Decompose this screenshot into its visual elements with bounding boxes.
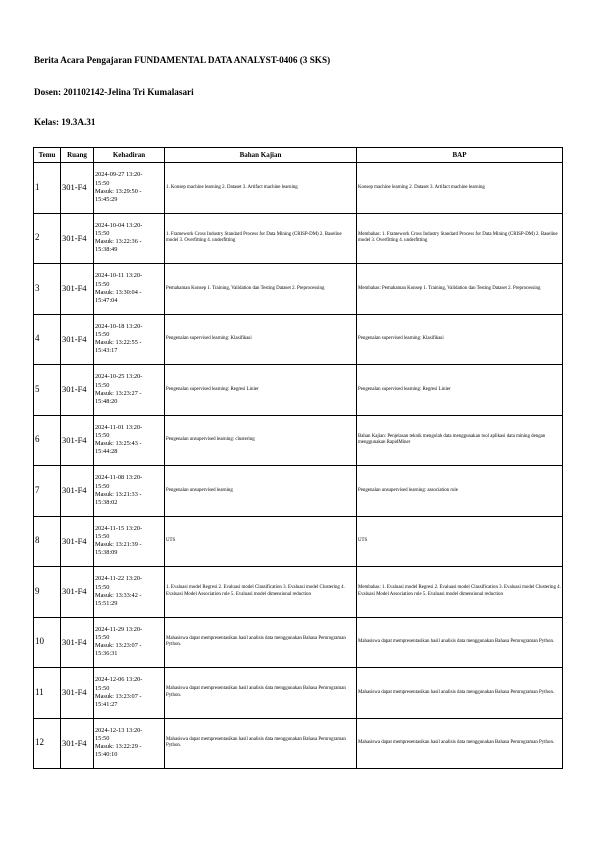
cell-bahan-kajian: UTS (165, 516, 357, 567)
cell-ruang: 301-F4 (61, 314, 94, 365)
kehadiran-line: 15:38:02 (95, 498, 118, 506)
cell-ruang: 301-F4 (61, 617, 94, 668)
cell-temu: 9 (34, 567, 61, 618)
kehadiran-line: 15:50 (95, 634, 110, 642)
cell-bahan-kajian: 1. Konsep machine learning 2. Dataset 3. Artifact machine learning (165, 163, 357, 214)
cell-kehadiran (94, 314, 165, 365)
class-line: Kelas: 19.3A.31 (34, 117, 96, 127)
cell-bahan-kajian: Mahasiswa dapat mempresentasikan hasil analisis data menggunakan Bahasa Pemrograman Python. (165, 718, 357, 769)
cell-ruang: 301-F4 (61, 516, 94, 567)
cell-ruang: 301-F4 (61, 466, 94, 517)
table-row (34, 314, 563, 365)
cell-ruang: 301-F4 (61, 668, 94, 719)
kehadiran-line: 2024-11-08 13:20- (95, 474, 143, 482)
cell-temu: 8 (34, 516, 61, 567)
document-title: Berita Acara Pengajaran FUNDAMENTAL DATA ANALYST-0406 (3 SKS) (34, 55, 331, 65)
table-row (34, 365, 563, 416)
kehadiran-line: 2024-10-04 13:20- (95, 221, 143, 229)
kehadiran-line: 15:38:49 (95, 246, 118, 254)
cell-kehadiran (94, 466, 165, 517)
cell-bap: Mahasiswa dapat mempresentasikan hasil analisis data menggunakan Bahasa Pemrograman Python. (357, 617, 563, 668)
cell-kehadiran (94, 163, 165, 214)
cell-ruang: 301-F4 (61, 163, 94, 214)
cell-kehadiran (94, 213, 165, 264)
cell-bahan-kajian: Pengenalan supervised learning: Regresi Linier (165, 365, 357, 416)
kehadiran-line: 2024-10-18 13:20- (95, 322, 143, 330)
kehadiran-line: 15:50 (95, 432, 110, 440)
lecturer-line: Dosen: 201102142-Jelina Tri Kumalasari (34, 87, 194, 97)
cell-kehadiran (94, 264, 165, 315)
cell-bap: Membahas: 1. Evaluasi model Regresi 2. Evaluasi model Classification 3. Evaluasi model Clustering 4. Evaluasi Model Association rule 5. Evaluasi model dimensional reduction (357, 567, 563, 618)
kehadiran-line: 15:40:10 (95, 751, 118, 759)
kehadiran-line: 2024-11-15 13:20- (95, 524, 143, 532)
cell-bahan-kajian: Pemahaman Konsep 1. Training, Validation dan Testing Dataset 2. Preprocessing (165, 264, 357, 315)
kehadiran-line: Masuk: 13:22:29 - (95, 743, 142, 751)
cell-bahan-kajian: 1. Framework Cross Industry Standard Process for Data Mining (CRISP-DM) 2. Baseline model 3. Overfitting 4. underfitting (165, 213, 357, 264)
cell-bahan-kajian: Pengenalan supervised learning: Klasifikasi (165, 314, 357, 365)
kehadiran-line: Masuk: 13:23:07 - (95, 692, 142, 700)
table-row (34, 466, 563, 517)
cell-ruang: 301-F4 (61, 567, 94, 618)
kehadiran-line: Masuk: 13:30:04 - (95, 288, 142, 296)
kehadiran-line: 15:50 (95, 583, 110, 591)
column-header-ruang: Ruang (61, 148, 94, 163)
kehadiran-line: 15:50 (95, 533, 110, 541)
kehadiran-line: 15:47:04 (95, 296, 118, 304)
kehadiran-line: 15:50 (95, 331, 110, 339)
cell-temu: 3 (34, 264, 61, 315)
cell-bahan-kajian: Pengenalan unsupervised learning (165, 466, 357, 517)
kehadiran-line: Masuk: 13:29:50 - (95, 187, 142, 195)
table-row (34, 617, 563, 668)
cell-bap: UTS (357, 516, 563, 567)
cell-bap: Membahas: Pemahaman Konsep 1. Training, Validation dan Testing Dataset 2. Preprocessing (357, 264, 563, 315)
cell-ruang: 301-F4 (61, 264, 94, 315)
table-row (34, 415, 563, 466)
cell-kehadiran (94, 668, 165, 719)
kehadiran-line: 15:50 (95, 179, 110, 187)
kehadiran-line: Masuk: 13:21:33 - (95, 490, 142, 498)
cell-kehadiran (94, 567, 165, 618)
cell-bahan-kajian: Pengenalan unsupervised learning: clustering (165, 415, 357, 466)
cell-bahan-kajian: Mahasiswa dapat mempresentasikan hasil analisis data menggunakan Bahasa Pemrograman Python. (165, 617, 357, 668)
cell-bap: Membahas: 1. Framework Cross Industry Standard Process for Data Mining (CRISP-DM) 2. Baseline model 3. Overfitting 4. underfitting (357, 213, 563, 264)
cell-bap: Bahan Kajian: Penjelasan teknik mengolah data menggunakan tool aplikasi data mining dengan menggunakan RapidMiner (357, 415, 563, 466)
kehadiran-line: 15:50 (95, 482, 110, 490)
kehadiran-line: Masuk: 13:23:07 - (95, 642, 142, 650)
kehadiran-line: Masuk: 13:22:36 - (95, 238, 142, 246)
cell-temu: 11 (34, 668, 61, 719)
kehadiran-line: 2024-12-06 13:20- (95, 676, 143, 684)
table-header-row (34, 148, 563, 163)
kehadiran-line: 15:36:31 (95, 650, 118, 658)
cell-temu: 12 (34, 718, 61, 769)
kehadiran-line: 2024-09-27 13:20- (95, 171, 143, 179)
column-header-bahan-kajian: Bahan Kajian (165, 148, 357, 163)
table-row (34, 668, 563, 719)
cell-kehadiran (94, 516, 165, 567)
column-header-bap: BAP (357, 148, 563, 163)
kehadiran-line: 2024-11-29 13:20- (95, 625, 143, 633)
kehadiran-line: 15:45:29 (95, 195, 118, 203)
cell-temu: 7 (34, 466, 61, 517)
kehadiran-line: 15:50 (95, 230, 110, 238)
kehadiran-line: Masuk: 13:25:43 - (95, 440, 142, 448)
kehadiran-line: 15:50 (95, 381, 110, 389)
cell-temu: 5 (34, 365, 61, 416)
kehadiran-line: 2024-11-01 13:20- (95, 423, 143, 431)
kehadiran-line: 2024-11-22 13:20- (95, 575, 143, 583)
cell-kehadiran (94, 365, 165, 416)
table-row (34, 264, 563, 315)
table-row (34, 516, 563, 567)
bap-table (33, 147, 563, 769)
cell-bahan-kajian: Mahasiswa dapat mempresentasikan hasil analisis data menggunakan Bahasa Pemrograman Python. (165, 668, 357, 719)
table-row (34, 718, 563, 769)
kehadiran-line: 15:50 (95, 684, 110, 692)
table-row (34, 163, 563, 214)
cell-bap: Pengenalan supervised learning: Klasifikasi (357, 314, 563, 365)
kehadiran-line: 15:44:28 (95, 448, 118, 456)
cell-temu: 2 (34, 213, 61, 264)
cell-bahan-kajian: 1. Evaluasi model Regresi 2. Evaluasi model Classification 3. Evaluasi model Clustering 4. Evaluasi Model Association rule 5. Evaluasi model dimensional reduction (165, 567, 357, 618)
table-row (34, 567, 563, 618)
cell-bap: Pengenalan supervised learning: Regresi Linier (357, 365, 563, 416)
cell-ruang: 301-F4 (61, 213, 94, 264)
kehadiran-line: 15:51:29 (95, 599, 118, 607)
cell-ruang: 301-F4 (61, 718, 94, 769)
cell-bap: Mahasiswa dapat mempresentasikan hasil analisis data menggunakan Bahasa Pemrograman Python. (357, 718, 563, 769)
kehadiran-line: 15:38:09 (95, 549, 118, 557)
cell-temu: 4 (34, 314, 61, 365)
kehadiran-line: 2024-12-13 13:20- (95, 726, 143, 734)
kehadiran-line: 15:50 (95, 735, 110, 743)
kehadiran-line: Masuk: 13:23:27 - (95, 389, 142, 397)
kehadiran-line: Masuk: 13:21:39 - (95, 541, 142, 549)
kehadiran-line: 15:41:27 (95, 700, 118, 708)
cell-ruang: 301-F4 (61, 415, 94, 466)
cell-temu: 1 (34, 163, 61, 214)
kehadiran-line: 2024-10-11 13:20- (95, 272, 143, 280)
kehadiran-line: 15:50 (95, 280, 110, 288)
cell-bap: Mahasiswa dapat mempresentasikan hasil analisis data menggunakan Bahasa Pemrograman Python. (357, 668, 563, 719)
column-header-temu: Temu (34, 148, 61, 163)
cell-kehadiran (94, 718, 165, 769)
column-header-kehadiran: Kehadiran (94, 148, 165, 163)
cell-temu: 10 (34, 617, 61, 668)
cell-bap: Pengenalan unsupervised learning: association rule (357, 466, 563, 517)
kehadiran-line: Masuk: 13:33:42 - (95, 591, 142, 599)
kehadiran-line: Masuk: 13:22:55 - (95, 339, 142, 347)
cell-bap: Konsep machine learning 2. Dataset 3. Artifact machine learning (357, 163, 563, 214)
kehadiran-line: 15:43:17 (95, 347, 118, 355)
table-row (34, 213, 563, 264)
cell-kehadiran (94, 617, 165, 668)
kehadiran-line: 15:48:20 (95, 397, 118, 405)
cell-kehadiran (94, 415, 165, 466)
cell-ruang: 301-F4 (61, 365, 94, 416)
table-body (34, 163, 563, 769)
kehadiran-line: 2024-10-25 13:20- (95, 373, 143, 381)
cell-temu: 6 (34, 415, 61, 466)
